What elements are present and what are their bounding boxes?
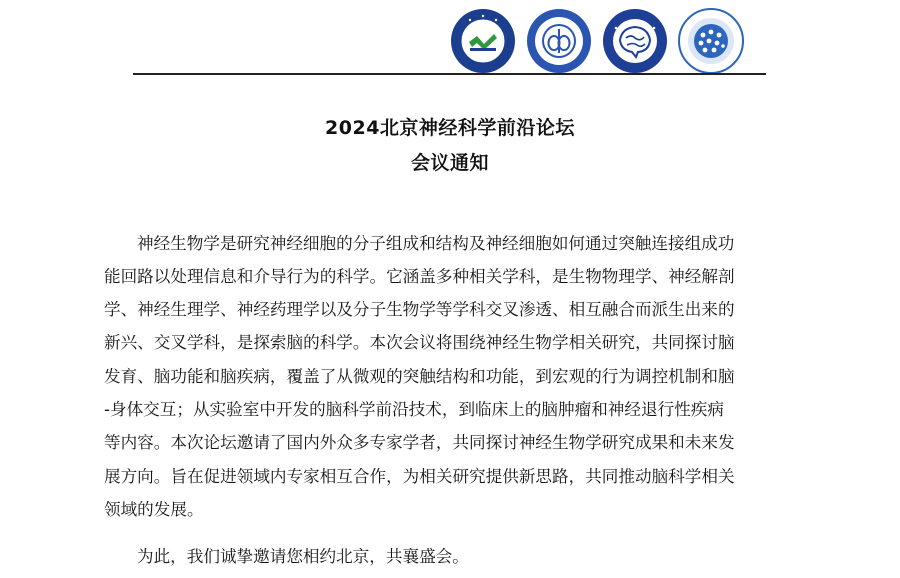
header-divider [133, 73, 766, 75]
neuron-dots-seal-icon [678, 8, 744, 74]
society-seal-icon [450, 8, 516, 74]
paragraph-line: 新兴、交叉学科，是探索脑的科学。本次会议将围绕神经生物学相关研究，共同探讨脑 [104, 333, 735, 352]
brain-seal-icon [602, 8, 668, 74]
header-logos [450, 8, 746, 74]
dna-seal-icon [526, 8, 592, 74]
paragraph-line: -身体交互；从实验室中开发的脑科学前沿技术，到临床上的脑肿瘤和神经退行性疾病 [104, 400, 724, 419]
paragraph-line: 等内容。本次论坛邀请了国内外众多专家学者，共同探讨神经生物学研究成果和未来发 [104, 433, 735, 452]
paragraph-line: 神经生物学是研究神经细胞的分子组成和结构及神经细胞如何通过突触连接组成功 [137, 234, 735, 253]
paragraph-line: 领域的发展。 [104, 500, 204, 519]
page-subtitle: 会议通知 [410, 152, 489, 174]
paragraph-line: 展方向。旨在促进领域内专家相互合作，为相关研究提供新思路，共同推动脑科学相关 [104, 467, 735, 486]
paragraph-line: 能回路以处理信息和介导行为的科学。它涵盖多种相关学科，是生物物理学、神经解剖 [104, 267, 735, 286]
paragraph-line: 发育、脑功能和脑疾病，覆盖了从微观的突触结构和功能，到宏观的行为调控机制和脑 [104, 367, 735, 386]
page-title: 2024北京神经科学前沿论坛 [325, 117, 575, 139]
invitation-line: 为此，我们诚挚邀请您相约北京，共襄盛会。 [137, 547, 469, 566]
paragraph-line: 学、神经生理学、神经药理学以及分子生物学等学科交叉渗透、相互融合而派生出来的 [104, 300, 735, 319]
